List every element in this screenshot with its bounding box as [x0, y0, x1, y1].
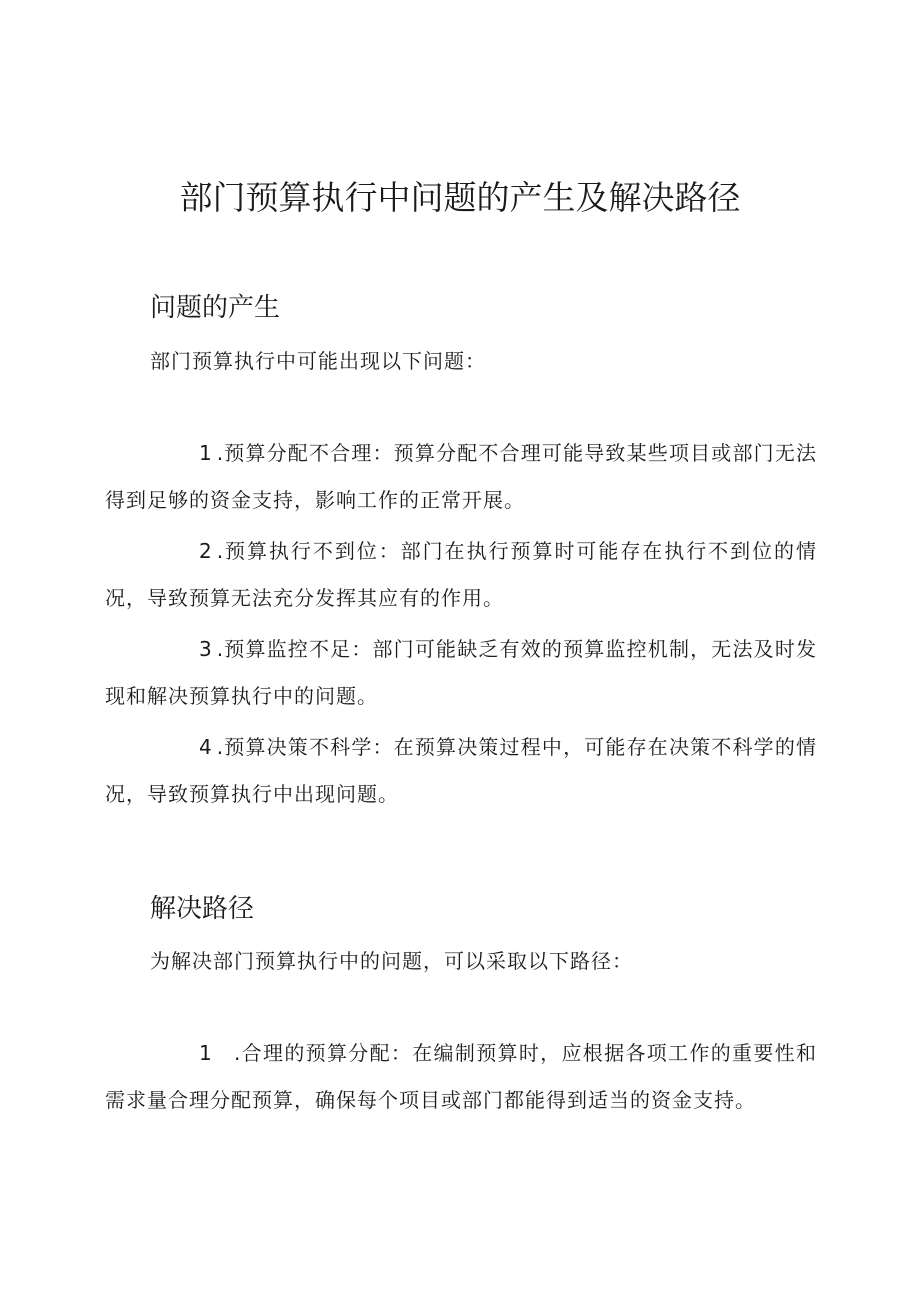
- problem-item-1: [105, 430, 817, 524]
- section-intro-solutions: 为解决部门预算执行中的问题，可以采取以下路径：: [150, 949, 633, 973]
- solution-item-number: 1: [199, 1041, 213, 1065]
- problem-item-text: .预算执行不到位：部门在执行预算时可能存在执行不到位的情况，导致预算无法充分发挥其应有的作用。: [105, 539, 817, 610]
- solution-item-text: .合理的预算分配：在编制预算时，应根据各项工作的重要性和需求量合理分配预算，确保每个项目或部门都能得到适当的资金支持。: [105, 1041, 817, 1112]
- document-title: 部门预算执行中问题的产生及解决路径: [179, 178, 741, 217]
- solution-item-1: [105, 1030, 817, 1124]
- section-heading-problems: 问题的产生: [150, 293, 281, 323]
- problem-item-number: 4: [199, 735, 213, 759]
- problem-item-4: [105, 724, 817, 818]
- problem-item-text: .预算决策不科学：在预算决策过程中，可能存在决策不科学的情况，导致预算执行中出现问题。: [105, 735, 817, 806]
- section-intro-problems: 部门预算执行中可能出现以下问题：: [150, 349, 486, 373]
- problem-item-text: .预算监控不足：部门可能缺乏有效的预算监控机制，无法及时发现和解决预算执行中的问题。: [105, 637, 817, 708]
- problem-item-number: 2: [199, 539, 213, 563]
- problem-item-3: [105, 626, 817, 720]
- problem-item-text: .预算分配不合理：预算分配不合理可能导致某些项目或部门无法得到足够的资金支持，影响工作的正常开展。: [105, 441, 817, 512]
- section-heading-solutions: 解决路径: [150, 894, 255, 924]
- problem-item-2: [105, 528, 817, 622]
- problem-item-number: 3: [199, 637, 213, 661]
- problem-item-number: 1: [199, 441, 213, 465]
